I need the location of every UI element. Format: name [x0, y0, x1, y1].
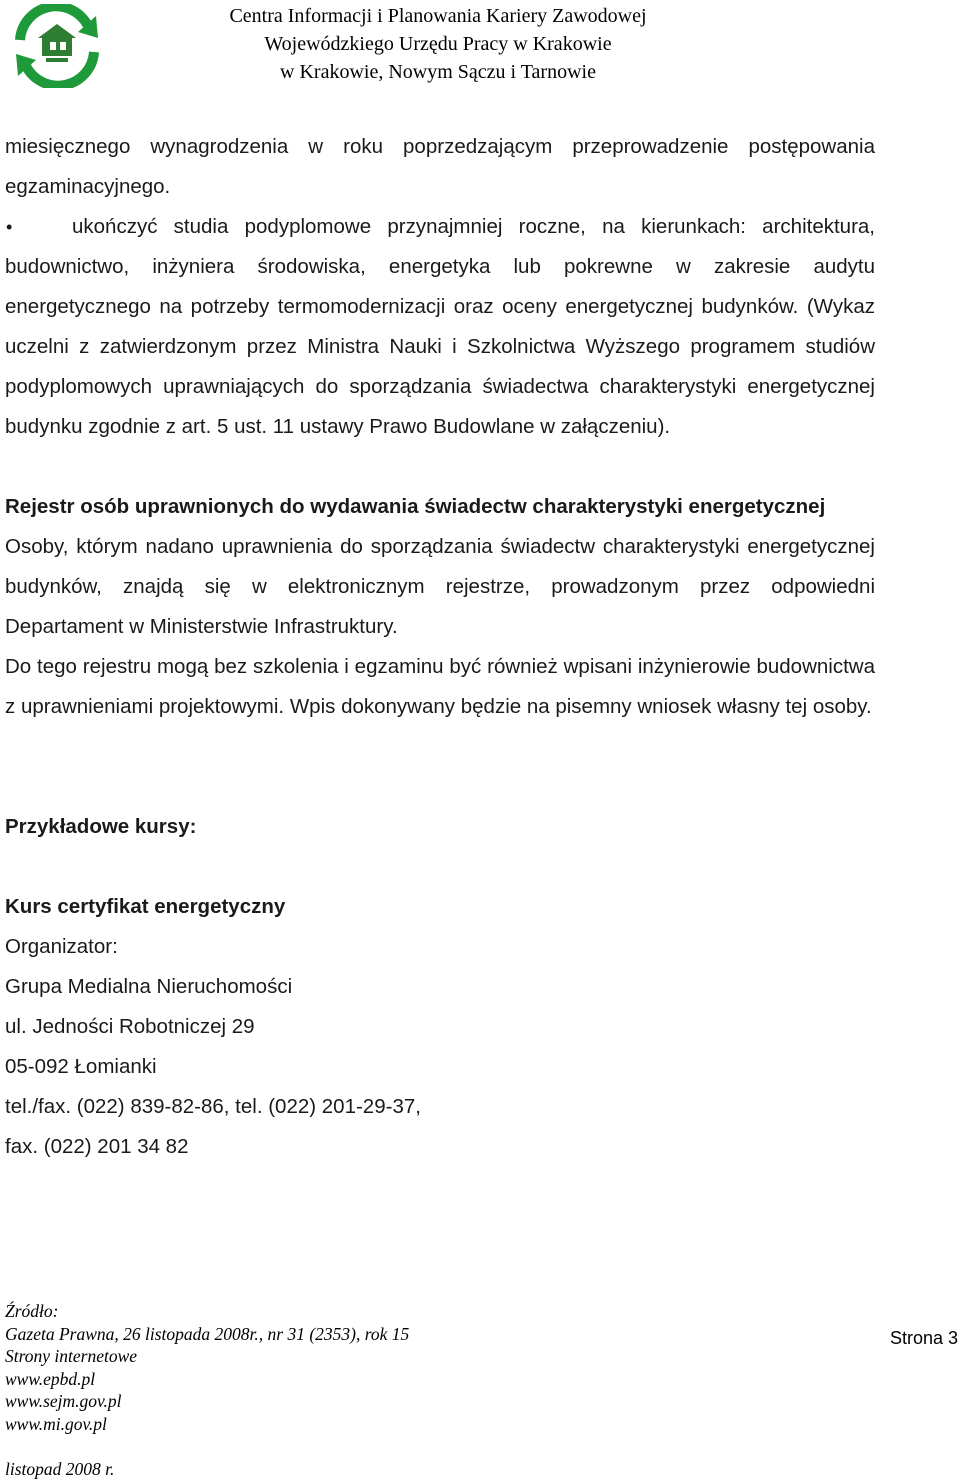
registry-paragraph-1: Osoby, którym nadano uprawnienia do sporządzania świadectw charakterystyki energetycznej budynków, znajdą się w elektronicznym rejestrze, prowadzonym przez odpowiedni Departament w Ministerstwie Infrastruktury.: [5, 535, 875, 638]
cip-logo-icon: [6, 4, 108, 88]
page-header: [0, 0, 960, 95]
header-line-3: w Krakowie, Nowym Sączu i Tarnowie: [280, 61, 596, 83]
source-link[interactable]: www.sejm.gov.pl: [5, 1391, 122, 1411]
source-link[interactable]: www.mi.gov.pl: [5, 1413, 107, 1434]
header-line-2: Wojewódzkiego Urzędu Pracy w Krakowie: [264, 33, 612, 55]
bullet-dot-icon: •: [6, 217, 13, 237]
source-label: Źródło:: [5, 1301, 59, 1321]
organizer-line: tel./fax. (022) 839-82-86, tel. (022) 201-29-37,: [5, 1095, 421, 1118]
document-body: [5, 127, 875, 1167]
course-title: Kurs certyfikat energetyczny: [5, 895, 286, 918]
page-number: Strona 3: [889, 1328, 958, 1348]
organizer-line: 05-092 Łomianki: [5, 1055, 157, 1078]
header-line-1: Centra Informacji i Planowania Kariery Zawodowej: [229, 5, 647, 27]
organizer-line: fax. (022) 201 34 82: [5, 1135, 189, 1158]
examples-heading: Przykładowe kursy:: [5, 815, 197, 838]
registry-heading: Rejestr osób uprawnionych do wydawania świadectw charakterystyki energetycznej: [5, 495, 826, 518]
organizer-line: Grupa Medialna Nieruchomości: [5, 975, 293, 998]
bullet-item: [5, 207, 875, 447]
header-institution: [166, 2, 710, 86]
source-line-2: Strony internetowe: [5, 1346, 138, 1366]
source-link[interactable]: www.epbd.pl: [5, 1368, 96, 1389]
paragraph-continuation: miesięcznego wynagrodzenia w roku poprzedzającym przeprowadzenie postępowania egzaminacyjnego.: [5, 135, 875, 198]
bullet-item-text: ukończyć studia podyplomowe przynajmniej roczne, na kierunkach: architektura, budownictwo, inżyniera środowiska, energetyka lub pokrewne w zakresie audytu energetycznego na potrzeby termomodernizacji oraz oceny energetycznej budynków. (Wykaz uczelni z zatwierdzonym przez Ministra Nauki i Szkolnictwa Wyższego programem studiów podyplomowych uprawniających do sporządzania świadectwa charakterystyki energetycznej budynku zgodnie z art. 5 ust. 11 ustawy Prawo Budowlane w załączeniu).: [5, 215, 875, 438]
organizer-label: Organizator:: [5, 935, 118, 958]
organizer-line: ul. Jedności Robotniczej 29: [5, 1015, 255, 1038]
registry-paragraph-2: Do tego rejestru mogą bez szkolenia i egzaminu być również wpisani inżynierowie budownictwa z uprawnieniami projektowymi. Wpis dokonywany będzie na pisemny wniosek własny tej osoby.: [5, 655, 875, 718]
source-line-1: Gazeta Prawna, 26 listopada 2008r., nr 31 (2353), rok 15: [5, 1323, 410, 1344]
footer-date: listopad 2008 r.: [5, 1458, 115, 1479]
page-footer: [5, 1300, 955, 1480]
